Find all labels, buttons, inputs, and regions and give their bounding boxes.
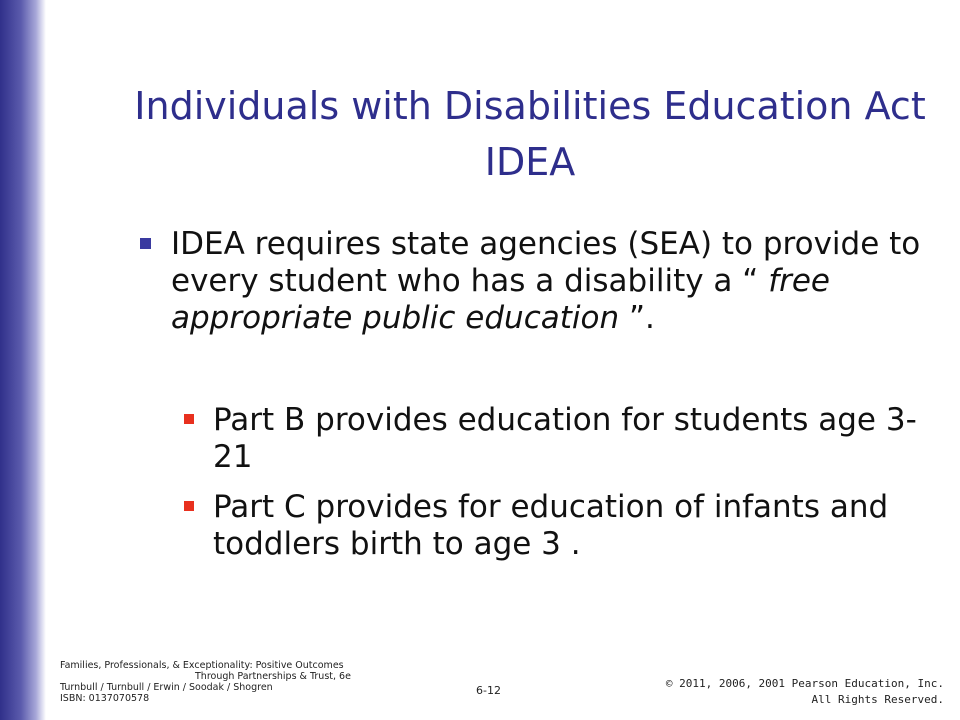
- main-bullet-plain: IDEA requires state agencies (SEA) to provide to every student who has a disability a “: [171, 226, 921, 299]
- sub-bullet-square-icon: [184, 501, 194, 511]
- copyright: [666, 676, 944, 708]
- main-bullet-text: [171, 226, 940, 337]
- book-citation: [60, 660, 380, 704]
- slide-title: [120, 78, 940, 190]
- left-gradient-bar: [0, 0, 46, 720]
- slide-number: 6-12: [476, 684, 501, 697]
- citation-line-2: Through Partnerships & Trust, 6e: [195, 671, 351, 682]
- main-bullet-italic: free appropriate public education: [171, 263, 831, 336]
- citation-line-3: Turnbull / Turnbull / Erwin / Soodak / Shogren: [60, 682, 273, 693]
- title-line-2: IDEA: [484, 140, 576, 184]
- sub-bullet-1-text: Part B provides education for students age 3-21: [213, 402, 917, 475]
- copyright-line-2: All Rights Reserved.: [811, 693, 944, 706]
- copyright-line-1: © 2011, 2006, 2001 Pearson Education, Inc.: [665, 677, 944, 690]
- bullet-square-icon: [140, 238, 151, 249]
- sub-bullet-2: [184, 489, 924, 563]
- citation-line-4: ISBN: 0137070578: [60, 693, 150, 704]
- sub-bullet-square-icon: [184, 414, 194, 424]
- main-bullet: [140, 226, 940, 337]
- citation-line-1: Families, Professionals, & Exceptionality: Positive Outcomes: [60, 660, 344, 671]
- sub-bullet-2-text: Part C provides for education of infants and toddlers birth to age 3 .: [213, 489, 889, 562]
- sub-bullet-1: [184, 402, 924, 476]
- title-line-1: Individuals with Disabilities Education Act: [134, 84, 926, 128]
- main-bullet-end: ”.: [619, 300, 655, 336]
